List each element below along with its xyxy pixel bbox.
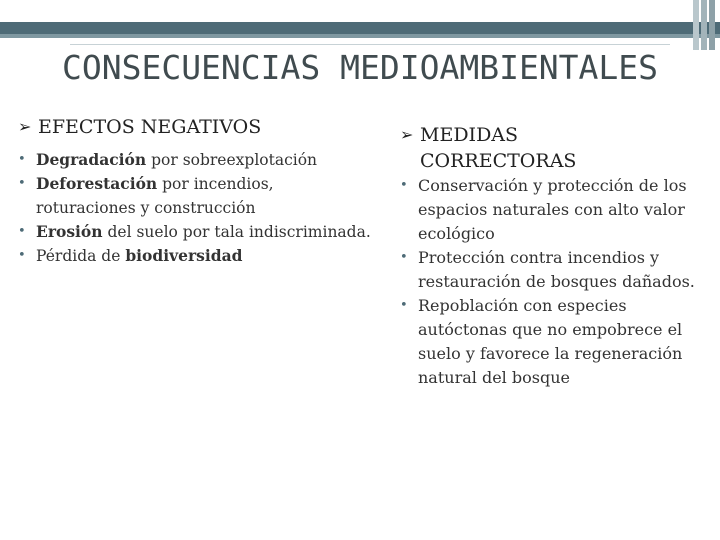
item-text: por incendios, roturaciones y construcción [36,175,274,217]
dot-bullet-icon: • [400,298,408,313]
corner-decoration-bar [709,0,715,50]
arrow-bullet-icon: ➢ [18,117,32,136]
right-heading [400,122,720,174]
corner-decoration-bar [701,0,707,50]
left-column [18,114,378,268]
left-heading-text: EFECTOS NEGATIVOS [38,116,262,138]
list-item [18,244,378,268]
item-text: Repoblación con especies autóctonas que no empobrece el suelo y favorece la regeneración natural del bosque [418,296,683,387]
header-band-dark [0,22,720,34]
dot-bullet-icon: • [18,248,26,263]
left-list [18,148,378,268]
slide-title: CONSECUENCIAS MEDIOAMBIENTALES [61,48,659,87]
item-text: Protección contra incendios y restauración de bosques dañados. [418,248,695,291]
right-column [400,122,720,390]
list-item [18,148,378,172]
item-bold-text: Degradación [36,150,147,169]
left-heading [18,114,378,140]
dot-bullet-icon: • [18,224,26,239]
list-item [400,246,720,294]
arrow-bullet-icon: ➢ [400,125,414,144]
top-margin [0,0,720,22]
item-text: Pérdida de [36,247,126,265]
list-item [18,172,378,220]
item-bold-text: biodiversidad [125,246,243,265]
item-text: Conservación y protección de los espacios naturales con alto valor ecológico [418,176,687,243]
right-list [400,174,720,390]
right-heading-text: MEDIDAS CORRECTORAS [420,124,577,172]
item-bold-text: Deforestación [36,174,158,193]
list-item [400,294,720,390]
list-item [400,174,720,246]
header-band-light [0,34,720,38]
item-bold-text: Erosión [36,222,103,241]
list-item [18,220,378,244]
item-text: por sobreexplotación [146,151,318,169]
corner-decoration-bar [693,0,699,50]
dot-bullet-icon: • [18,152,26,167]
dot-bullet-icon: • [400,178,408,193]
header-rule [70,44,670,45]
dot-bullet-icon: • [18,176,26,191]
dot-bullet-icon: • [400,250,408,265]
item-text: del suelo por tala indiscriminada. [102,223,371,241]
